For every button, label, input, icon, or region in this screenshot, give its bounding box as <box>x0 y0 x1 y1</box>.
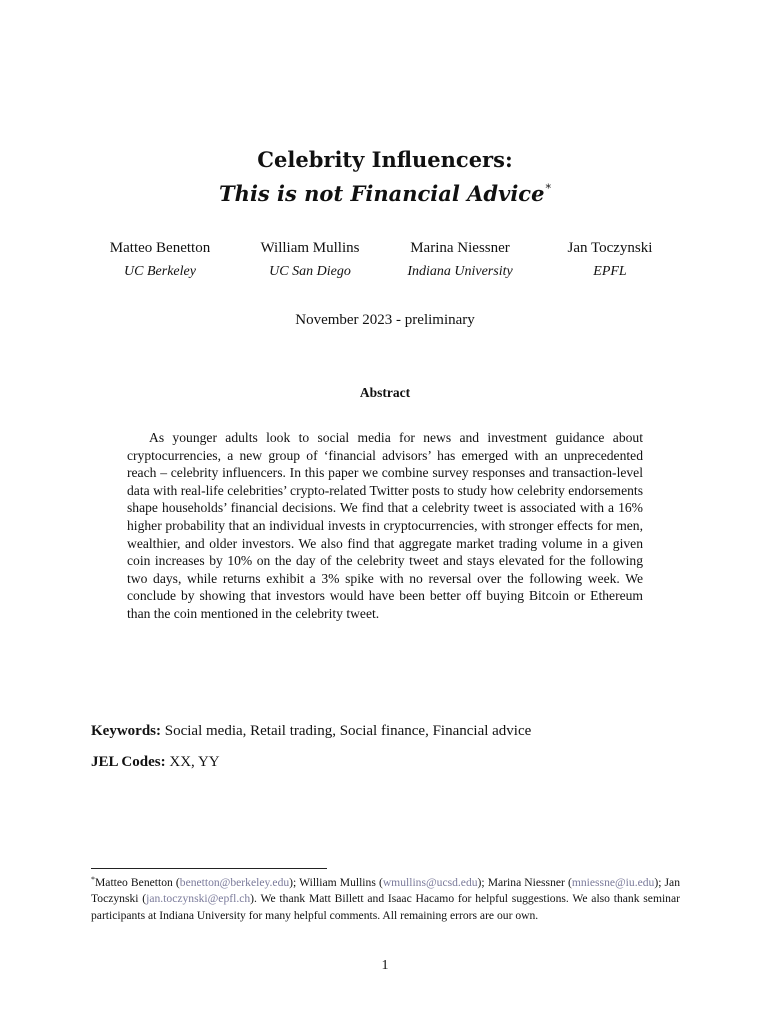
author-name: Matteo Benetton <box>109 240 211 256</box>
footnote-text: *Matteo Benetton (benetton@berkeley.edu); William Mullins (wmullins@ucsd.edu); Marina Niessner (mniessne@iu.edu); Jan Toczynski (jan.toczynski@epfl.ch). We thank Matt Billett and Isaac Hacamo for helpful suggestions. We also thank seminar participants at Indiana University for many helpful comments. All remaining errors are our own. <box>91 875 680 922</box>
footnote-author-2: William Mullins <box>299 876 376 889</box>
footnote-divider <box>91 868 327 869</box>
title-line-2 <box>0 175 770 208</box>
email-link-3[interactable]: mniessne@iu.edu <box>571 876 655 889</box>
footnote-author-3: Marina Niessner <box>487 876 565 889</box>
author-affiliation: EPFL <box>593 264 627 279</box>
abstract-text: As younger adults look to social media for news and investment guidance about cryptocurrencies, a new group of ‘financial advisors’ has emerged with an unprecedented reach – celebrity influencers. In this paper we combine survey responses and transaction-level data with real-life celebrities’ crypto-related Twitter posts to study how celebrity endorsements shape households’ financial decisions. We find that a celebrity tweet is associated with a 16% higher probability that an individual invests in cryptocurrencies, with stronger effects for men, wealthier, and older investors. We also find that aggregate market trading volume in a given coin increases by 10% on the day of the celebrity tweet and stays elevated for the following two days, while returns exhibit a 3% spike with no reversal over the following week. We conclude by showing that investors would have been better off buying Bitcoin or Ethereum than the coin mentioned in the celebrity tweet. <box>127 430 643 621</box>
title-line-1: Celebrity Influencers: <box>257 147 513 172</box>
author-list <box>100 238 670 283</box>
email-link-2[interactable]: wmullins@ucsd.edu <box>382 876 478 889</box>
footnote-author-4: Jan Toczynski <box>91 876 680 906</box>
jel-label: JEL Codes: <box>91 754 166 770</box>
footnote-author-1: Matteo Benetton <box>95 876 173 889</box>
abstract-heading: Abstract <box>359 385 411 400</box>
publication-date: November 2023 - preliminary <box>295 312 475 328</box>
page-number: 1 <box>381 958 389 973</box>
keywords-value: Social media, Retail trading, Social finance, Financial advice <box>164 723 532 739</box>
author-name: William Mullins <box>260 240 360 256</box>
title-subtitle: This is not Financial Advice <box>219 181 545 206</box>
title-footnote-marker[interactable]: * <box>545 182 551 195</box>
author-block <box>550 238 670 283</box>
author-affiliation: Indiana University <box>407 264 513 279</box>
footnote-marker: * <box>91 875 95 884</box>
email-link-4[interactable]: jan.toczynski@epfl.ch <box>146 892 251 906</box>
keywords-label: Keywords: <box>91 723 161 739</box>
jel-codes-line <box>91 752 691 772</box>
jel-value: XX, YY <box>169 754 220 770</box>
author-affiliation: UC Berkeley <box>124 264 196 279</box>
author-block <box>400 238 520 283</box>
email-link-1[interactable]: benetton@berkeley.edu <box>179 876 290 889</box>
author-block <box>250 238 370 283</box>
author-affiliation: UC San Diego <box>269 264 351 279</box>
author-name: Jan Toczynski <box>567 240 653 256</box>
keywords-line <box>91 721 691 741</box>
footnote-thanks: We thank Matt Billett and Isaac Hacamo for helpful suggestions. We also thank seminar participants at Indiana University for many helpful comments. All remaining errors are our own. <box>91 892 680 922</box>
author-name: Marina Niessner <box>410 240 510 256</box>
author-block <box>100 238 220 283</box>
